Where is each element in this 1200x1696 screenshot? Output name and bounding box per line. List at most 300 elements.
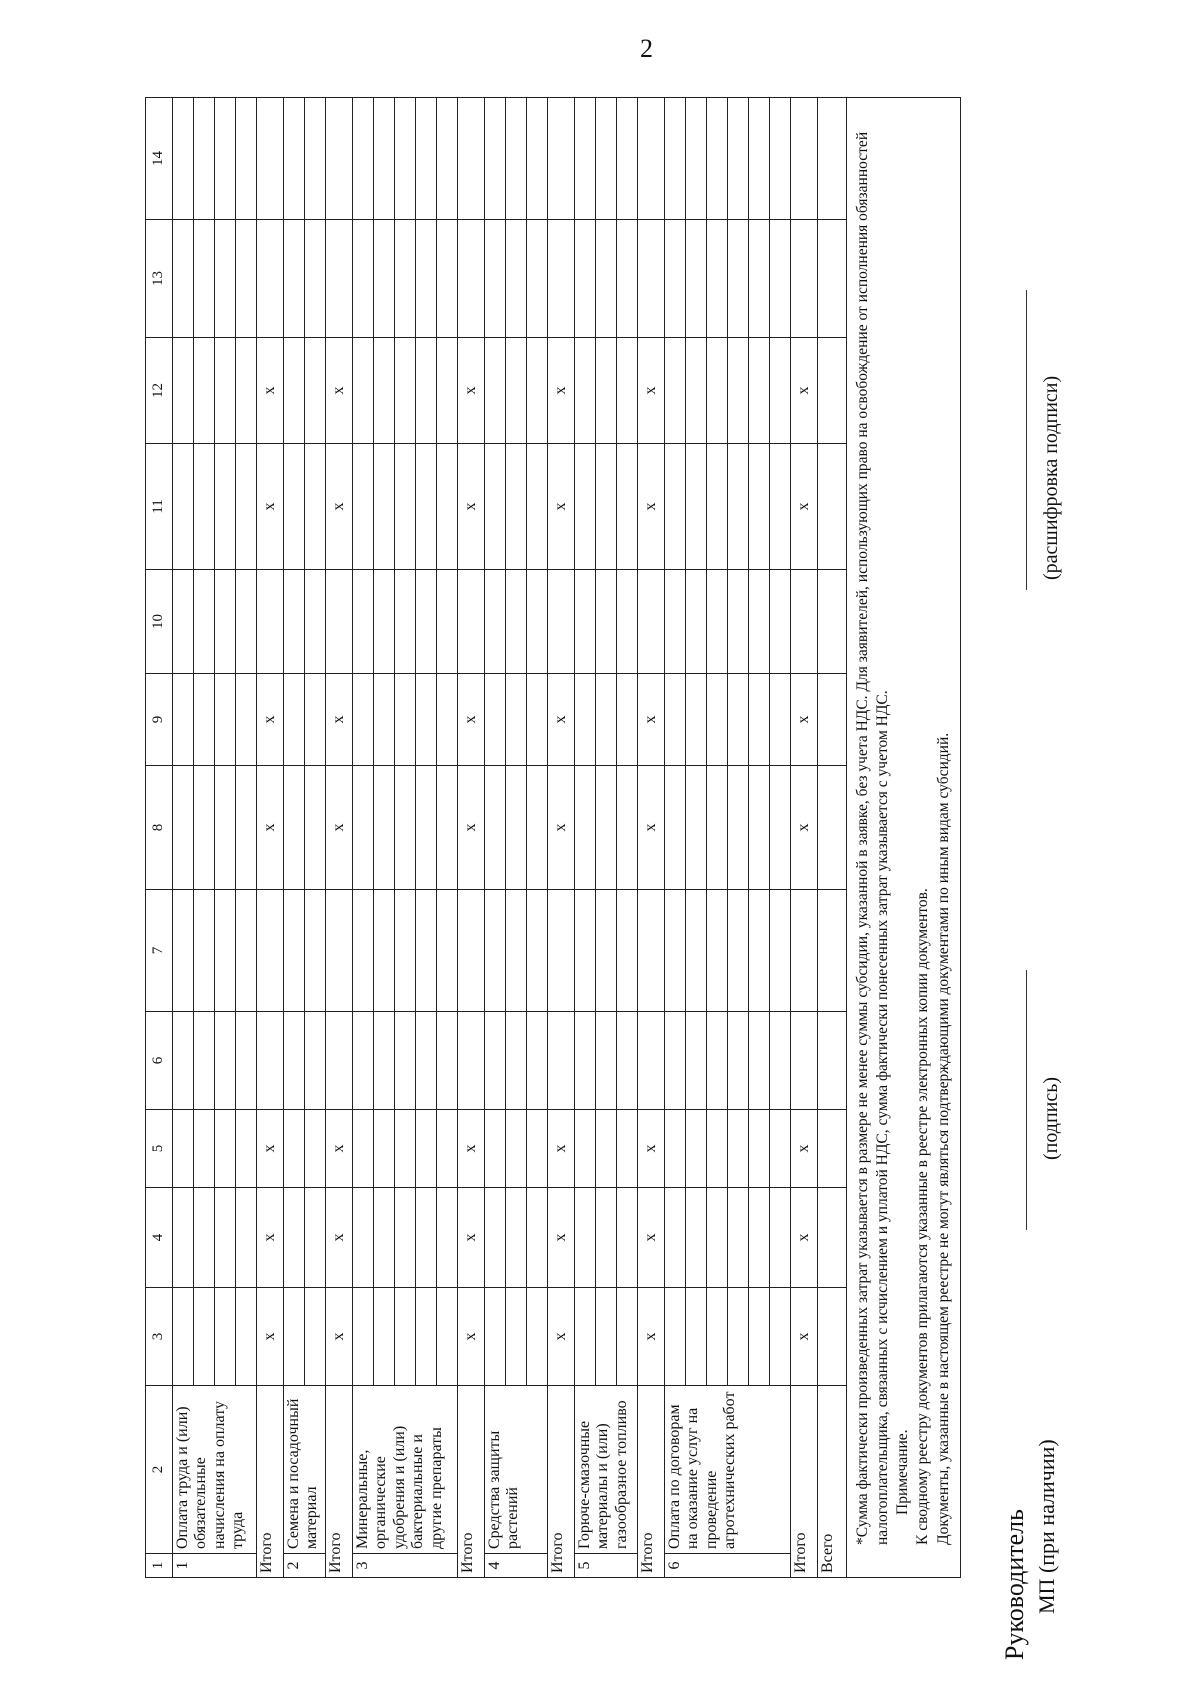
table-cell [374,1188,395,1288]
col-num: 12 [146,338,173,444]
x-mark: x [638,444,665,570]
table-cell [236,338,257,444]
table-cell [485,1288,506,1386]
table-cell [617,1110,638,1188]
table-cell [818,570,847,674]
table-cell [215,1110,236,1188]
group-name: Средства защиты растений [485,1386,548,1554]
table-cell [374,444,395,570]
table-cell [353,1012,374,1110]
x-mark: x [326,444,353,570]
col-num: 6 [146,1012,173,1110]
table-cell [596,1188,617,1288]
col-num: 13 [146,220,173,338]
x-mark: x [326,766,353,890]
table-cell [194,444,215,570]
table-cell [575,1012,596,1110]
table-cell [686,1288,707,1386]
stamp-label: МП (при наличии) [1034,1439,1059,1614]
table-cell [749,1110,770,1188]
decode-line [1026,290,1027,590]
column-number-row [146,98,173,1578]
table-cell [791,1012,818,1110]
table-cell [728,1012,749,1110]
group-number: 3 [353,1554,458,1578]
x-mark: x [548,1110,575,1188]
group-row [485,98,506,1578]
table-cell [617,570,638,674]
table-cell [707,338,728,444]
table-cell [485,1188,506,1288]
table-cell [770,1288,791,1386]
table-cell [395,674,416,766]
table-cell [395,766,416,890]
table-cell [728,444,749,570]
table-cell [665,766,686,890]
x-mark: x [458,338,485,444]
table-cell [437,1288,458,1386]
table-cell [305,570,326,674]
table-cell [353,674,374,766]
table-cell [686,1012,707,1110]
table-cell [728,1288,749,1386]
table-cell [173,98,194,220]
table-cell [437,1110,458,1188]
table-cell [353,1288,374,1386]
table-cell [527,1288,548,1386]
table-cell [617,98,638,220]
col-num: 9 [146,674,173,766]
group-row [665,98,686,1578]
total-label: Итого [791,1386,818,1578]
table-cell [506,1012,527,1110]
table-cell [194,674,215,766]
table-cell [236,1012,257,1110]
table-cell [305,674,326,766]
table-cell [575,338,596,444]
table-cell [305,444,326,570]
table-cell [395,1110,416,1188]
table-cell [665,890,686,1012]
table-cell [374,1288,395,1386]
notes-row [847,98,961,1578]
table-cell [215,1288,236,1386]
table-cell [416,1288,437,1386]
table-cell [485,338,506,444]
col-num: 11 [146,444,173,570]
total-label: Итого [638,1386,665,1578]
table-cell [353,1188,374,1288]
signature-caption: (подпись) [1040,1076,1062,1160]
table-cell [257,570,284,674]
x-mark: x [326,1110,353,1188]
group-row [395,98,416,1578]
table-cell [548,98,575,220]
table-cell [665,338,686,444]
table-cell [173,674,194,766]
table-cell [326,1012,353,1110]
table-cell [791,570,818,674]
group-row [575,98,596,1578]
table-cell [353,1110,374,1188]
table-cell [236,444,257,570]
table-cell [305,890,326,1012]
table-cell [437,890,458,1012]
table-cell [527,890,548,1012]
table-cell [215,766,236,890]
table-cell [236,220,257,338]
table-cell [416,890,437,1012]
x-mark: x [326,1288,353,1386]
table-cell [770,890,791,1012]
table-cell [749,1288,770,1386]
x-mark: x [326,674,353,766]
col-num: 8 [146,766,173,890]
table-cell [437,338,458,444]
decode-caption: (расшифровка подписи) [1040,375,1062,580]
table-cell [284,220,305,338]
table-cell [596,338,617,444]
table-cell [527,674,548,766]
table-cell [395,338,416,444]
table-cell [791,98,818,220]
group-row [506,98,527,1578]
register-body [146,98,961,1578]
table-cell [194,1188,215,1288]
total-row [638,98,665,1578]
table-cell [749,1188,770,1288]
x-mark: x [638,338,665,444]
x-mark: x [548,338,575,444]
x-mark: x [791,1288,818,1386]
table-cell [173,338,194,444]
table-cell [284,890,305,1012]
table-cell [575,890,596,1012]
table-cell [416,1110,437,1188]
table-cell [770,220,791,338]
table-cell [575,98,596,220]
table-cell [326,98,353,220]
table-cell [194,1110,215,1188]
table-cell [818,1110,847,1188]
table-cell [506,674,527,766]
table-cell [194,220,215,338]
table-cell [257,890,284,1012]
col-num: 7 [146,890,173,1012]
table-cell [575,570,596,674]
table-cell [173,1288,194,1386]
table-cell [215,1012,236,1110]
table-cell [395,1012,416,1110]
table-cell [395,570,416,674]
table-cell [173,1188,194,1288]
col-num: 1 [146,1554,173,1578]
table-cell [305,338,326,444]
table-cell [395,220,416,338]
table-cell [686,1188,707,1288]
table-cell [395,1188,416,1288]
table-cell [215,570,236,674]
table-cell [665,1188,686,1288]
table-cell [437,444,458,570]
table-cell [818,1012,847,1110]
table-cell [395,444,416,570]
x-mark: x [257,338,284,444]
table-cell [416,220,437,338]
table-cell [728,98,749,220]
table-cell [728,766,749,890]
table-cell [437,674,458,766]
group-row [353,98,374,1578]
table-cell [437,1012,458,1110]
signature-block [1000,180,1160,1660]
table-cell [665,98,686,220]
rotated-register [145,98,1035,1578]
table-cell [437,766,458,890]
group-row [686,98,707,1578]
group-row [194,98,215,1578]
table-cell [353,338,374,444]
table-cell [485,444,506,570]
table-cell [305,220,326,338]
table-cell [236,1288,257,1386]
table-cell [416,674,437,766]
table-cell [707,570,728,674]
table-cell [596,1012,617,1110]
table-cell [353,890,374,1012]
table-cell [686,674,707,766]
table-cell [374,1012,395,1110]
table-cell [527,98,548,220]
table-cell [374,338,395,444]
group-name: Горюче-смазочные материалы и (или) газообразное топливо [575,1386,638,1554]
table-cell [305,1288,326,1386]
table-cell [485,766,506,890]
group-row [173,98,194,1578]
table-cell [527,1110,548,1188]
table-cell [686,890,707,1012]
x-mark: x [458,766,485,890]
table-cell [284,1012,305,1110]
table-cell [458,1012,485,1110]
table-cell [818,890,847,1012]
group-row [707,98,728,1578]
table-cell [665,674,686,766]
table-cell [257,220,284,338]
head-label: Руководитель [1000,1509,1029,1660]
table-cell [770,570,791,674]
col-num: 14 [146,98,173,220]
table-cell [353,220,374,338]
col-num: 3 [146,1288,173,1386]
x-mark: x [791,674,818,766]
table-cell [527,220,548,338]
table-cell [749,1012,770,1110]
table-cell [638,570,665,674]
group-row [236,98,257,1578]
total-label: Итого [257,1386,284,1578]
table-cell [236,98,257,220]
x-mark: x [638,1188,665,1288]
x-mark: x [326,1188,353,1288]
total-row [548,98,575,1578]
table-cell [548,570,575,674]
col-num: 5 [146,1110,173,1188]
table-cell [638,220,665,338]
x-mark: x [548,674,575,766]
group-name: Минеральные, органические удобрения и (или) бактериальные и другие препараты [353,1386,458,1554]
table-cell [818,766,847,890]
x-mark: x [548,1288,575,1386]
table-cell [617,444,638,570]
table-cell [374,220,395,338]
table-cell [527,1188,548,1288]
table-cell [236,1110,257,1188]
table-cell [416,766,437,890]
table-cell [617,674,638,766]
note-title: Примечание. [894,1429,912,1515]
table-cell [527,570,548,674]
x-mark: x [458,1288,485,1386]
group-row [617,98,638,1578]
table-cell [686,1110,707,1188]
group-name: Оплата труда и (или) обязательные начисления на оплату труда [173,1386,257,1554]
table-cell [638,98,665,220]
table-cell [173,1110,194,1188]
table-cell [749,674,770,766]
table-cell [617,1288,638,1386]
table-cell [791,890,818,1012]
table-cell [374,98,395,220]
table-cell [596,766,617,890]
signature-line [1026,970,1027,1230]
table-cell [506,1288,527,1386]
table-cell [215,98,236,220]
x-mark: x [257,1188,284,1288]
table-cell [575,1288,596,1386]
table-cell [485,674,506,766]
table-cell [305,766,326,890]
x-mark: x [257,1110,284,1188]
table-cell [236,890,257,1012]
table-cell [770,98,791,220]
table-cell [284,1288,305,1386]
x-mark: x [638,674,665,766]
table-cell [770,1012,791,1110]
table-cell [416,570,437,674]
table-cell [437,570,458,674]
x-mark: x [791,444,818,570]
table-cell [353,570,374,674]
table-cell [236,766,257,890]
table-cell [575,674,596,766]
x-mark: x [791,1110,818,1188]
group-row [728,98,749,1578]
table-cell [596,1110,617,1188]
total-row [326,98,353,1578]
group-number: 5 [575,1554,638,1578]
x-mark: x [791,338,818,444]
table-cell [305,1110,326,1188]
table-cell [665,1288,686,1386]
table-cell [506,1188,527,1288]
register-table [145,97,961,1578]
table-cell [326,890,353,1012]
x-mark: x [326,338,353,444]
table-cell [194,890,215,1012]
group-number: 4 [485,1554,548,1578]
table-cell [707,1110,728,1188]
table-cell [353,98,374,220]
table-cell [353,766,374,890]
table-cell [458,220,485,338]
table-cell [686,570,707,674]
total-label: Итого [548,1386,575,1578]
table-cell [506,1110,527,1188]
table-cell [284,444,305,570]
col-num: 2 [146,1386,173,1554]
group-row [770,98,791,1578]
footnote-text: *Сумма фактически произведенных затрат указывается в размере не менее суммы субсидии, указанной в заявке, без учета НДС. Для заявителей, использующих право на освобождение от исполнения обязанностей налогоплательщика, связанных с исчислением и уплатой НДС, сумма фактически понесенных затрат указывается с учетом НДС. [854,131,892,1545]
table-cell [257,1012,284,1110]
table-cell [707,220,728,338]
table-cell [728,1188,749,1288]
table-cell [665,1110,686,1188]
table-cell [485,220,506,338]
x-mark: x [458,674,485,766]
table-cell [770,1110,791,1188]
table-cell [194,98,215,220]
table-cell [665,570,686,674]
table-cell [284,98,305,220]
table-cell [374,1110,395,1188]
table-cell [818,220,847,338]
table-cell [416,98,437,220]
table-cell [617,220,638,338]
notes-cell [847,98,961,1578]
table-cell [284,570,305,674]
group-number: 1 [173,1554,257,1578]
table-cell [575,220,596,338]
table-cell [749,98,770,220]
table-cell [548,1012,575,1110]
table-cell [284,674,305,766]
table-cell [770,1188,791,1288]
table-cell [665,444,686,570]
table-cell [485,1110,506,1188]
table-cell [686,220,707,338]
table-cell [548,220,575,338]
group-name: Семена и посадочный материал [284,1386,326,1554]
table-cell [215,338,236,444]
x-mark: x [638,1110,665,1188]
table-cell [707,1288,728,1386]
table-cell [575,444,596,570]
table-cell [770,444,791,570]
table-cell [284,1110,305,1188]
table-cell [215,444,236,570]
table-cell [527,766,548,890]
table-cell [728,1110,749,1188]
table-cell [749,766,770,890]
table-cell [374,570,395,674]
x-mark: x [257,444,284,570]
table-cell [770,338,791,444]
x-mark: x [458,444,485,570]
total-row [458,98,485,1578]
table-cell [596,1288,617,1386]
table-cell [527,444,548,570]
